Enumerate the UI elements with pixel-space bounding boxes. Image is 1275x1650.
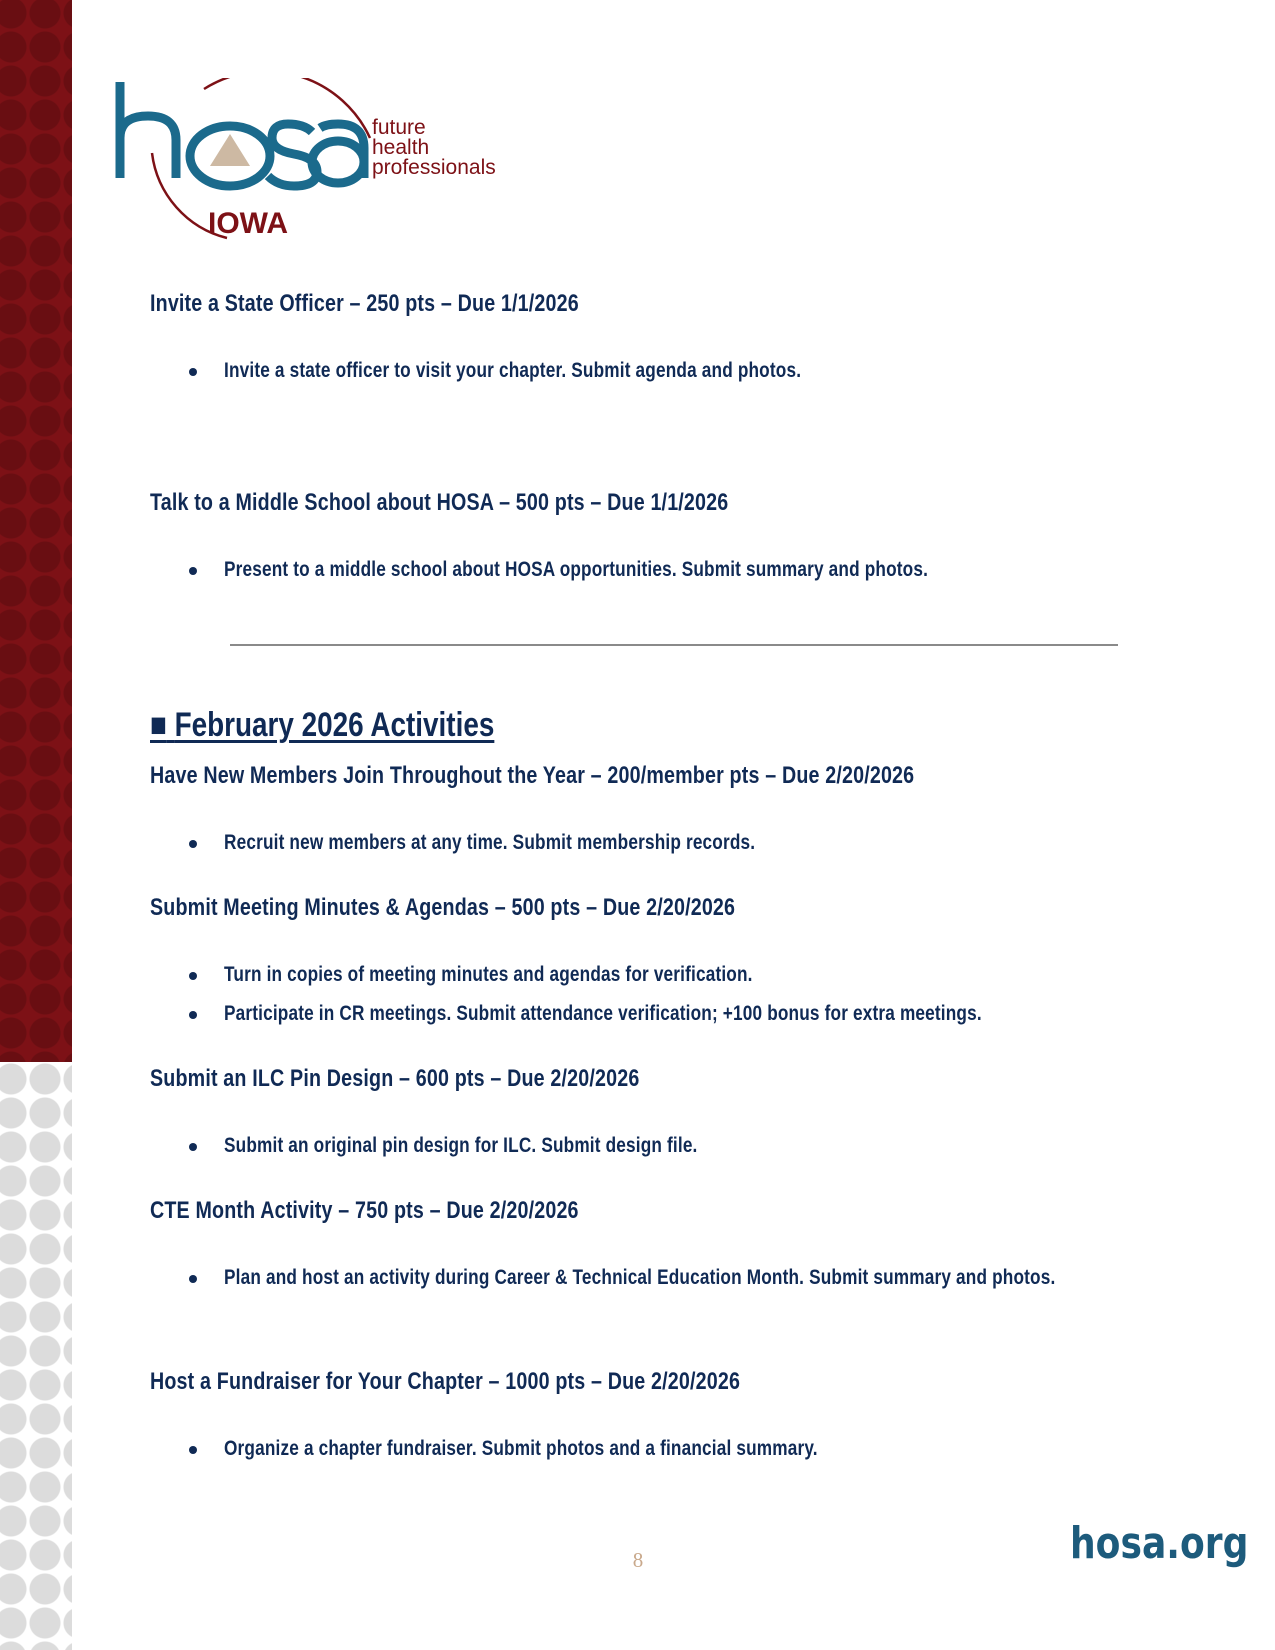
activity-title: CTE Month Activity – 750 pts – Due 2/20/2026 — [150, 1197, 579, 1224]
logo-tagline-line1: future — [372, 116, 426, 139]
sidebar-decoration-grey — [0, 1062, 72, 1650]
activity-title: Have New Members Join Throughout the Year – 200/member pts – Due 2/20/2026 — [150, 762, 915, 789]
logo-tagline-line2: health — [372, 136, 430, 159]
bullet-dot — [189, 1011, 197, 1019]
bullet-dot — [189, 1275, 197, 1283]
logo-tagline-line3: professionals — [372, 156, 496, 179]
bullet-dot — [189, 1143, 197, 1151]
activity-item: Organize a chapter fundraiser. Submit photos and a financial summary. — [224, 1437, 818, 1460]
page-number: 8 — [632, 1548, 644, 1572]
activity-item: Turn in copies of meeting minutes and agendas for verification. — [224, 963, 753, 986]
activity-item: Participate in CR meetings. Submit attendance verification; +100 bonus for extra meetings. — [224, 1002, 982, 1025]
activity-item: Present to a middle school about HOSA opportunities. Submit summary and photos. — [224, 558, 929, 581]
activity-item: Invite a state officer to visit your chapter. Submit agenda and photos. — [224, 359, 802, 382]
logo-state: IOWA — [208, 207, 288, 240]
section-title-text: February 2026 Activities — [174, 706, 495, 744]
section-marker: ■ — [150, 706, 167, 744]
activity-title: Invite a State Officer – 250 pts – Due 1/1/2026 — [150, 290, 579, 317]
section-divider — [230, 644, 1118, 646]
footer-url[interactable]: hosa.org — [1070, 1518, 1249, 1569]
activity-item: Recruit new members at any time. Submit membership records. — [224, 831, 756, 854]
activity-title: Submit Meeting Minutes & Agendas – 500 pts – Due 2/20/2026 — [150, 894, 736, 921]
bullet-dot — [189, 972, 197, 980]
activity-title: Talk to a Middle School about HOSA – 500 pts – Due 1/1/2026 — [150, 489, 729, 516]
sidebar-decoration-red — [0, 0, 72, 1062]
activity-title: Submit an ILC Pin Design – 600 pts – Due 2/20/2026 — [150, 1065, 640, 1092]
bullet-dot — [189, 840, 197, 848]
bullet-dot — [189, 368, 197, 376]
bullet-dot — [189, 1446, 197, 1454]
activity-item: Submit an original pin design for ILC. Submit design file. — [224, 1134, 698, 1157]
bullet-dot — [189, 567, 197, 575]
activity-title: Host a Fundraiser for Your Chapter – 1000 pts – Due 2/20/2026 — [150, 1368, 741, 1395]
section-title — [150, 706, 494, 745]
hosa-iowa-logo — [112, 78, 532, 243]
activity-item: Plan and host an activity during Career & Technical Education Month. Submit summary and photos. — [224, 1266, 1056, 1289]
